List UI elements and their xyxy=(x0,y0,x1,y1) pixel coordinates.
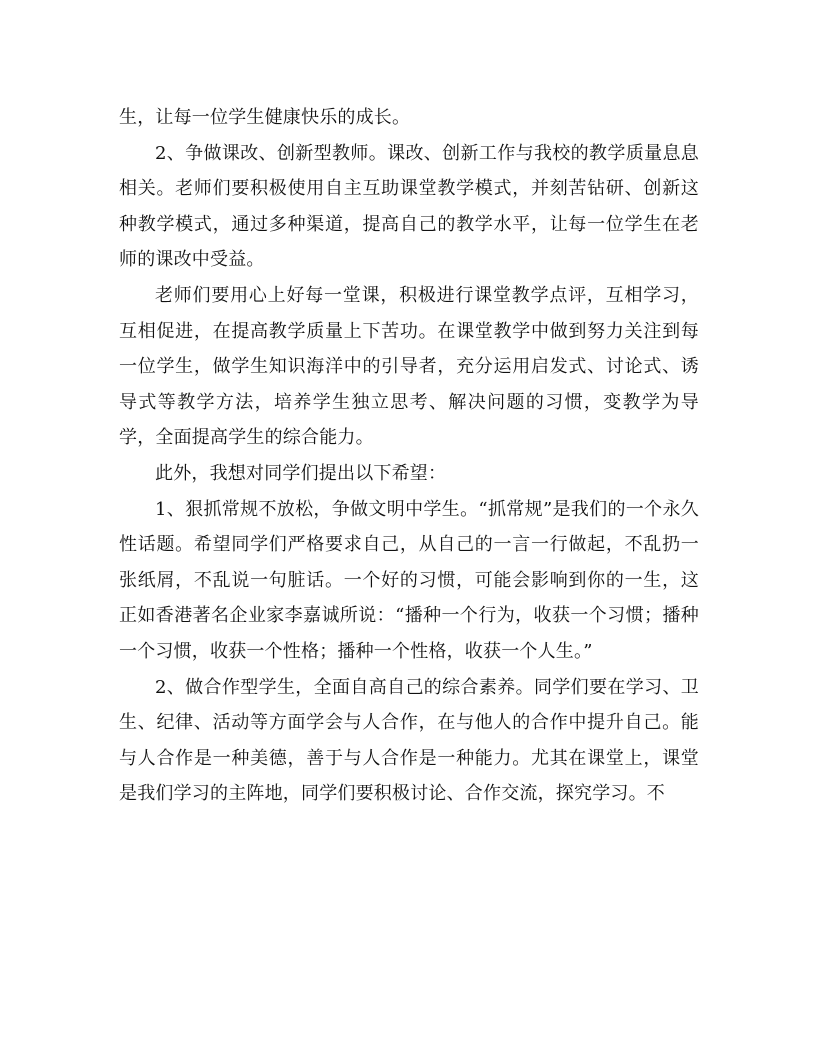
paragraph-teacher-innovation: 2、争做课改、创新型教师。课改、创新工作与我校的教学质量息息相关。老师们要积极使用自主互助课堂教学模式，并刻苦钻研、创新这种教学模式，通过多种渠道，提高自己的教学水平，让每一位学生在老师的课改中受益。 xyxy=(119,142,699,271)
paragraph-teacher-classroom: 老师们要用心上好每一堂课，积极进行课堂教学点评，互相学习，互相促进，在提高教学质量上下苦功。在课堂教学中做到努力关注到每一位学生，做学生知识海洋中的引导者，充分运用启发式、讨论式、诱导式等教学方法，培养学生独立思考、解决问题的习惯，变教学为导学，全面提高学生的综合能力。 xyxy=(119,284,699,449)
paragraph-student-cooperation: 2、做合作型学生，全面自高自己的综合素养。同学们要在学习、卫生、纪律、活动等方面学会与人合作，在与他人的合作中提升自己。能与人合作是一种美德，善于与人合作是一种能力。尤其在课堂上，课堂是我们学习的主阵地，同学们要积极讨论、合作交流，探究学习。不 xyxy=(119,676,699,805)
paragraph-student-hopes-intro: 此外，我想对同学们提出以下希望： xyxy=(155,462,447,484)
paragraph-continuation: 生，让每一位学生健康快乐的成长。 xyxy=(119,107,411,128)
paragraph-student-routine: 1、狠抓常规不放松，争做文明中学生。“抓常规”是我们的一个永久性话题。希望同学们严格要求自己，从自己的一言一行做起，不乱扔一张纸屑，不乱说一句脏话。一个好的习惯，可能会影响到你的一生，这正如香港著名企业家李嘉诚所说：“播种一个行为，收获一个习惯；播种一个习惯，收获一个性格；播种一个性格，收获一个人生。” xyxy=(119,498,699,662)
document-body xyxy=(119,100,699,812)
